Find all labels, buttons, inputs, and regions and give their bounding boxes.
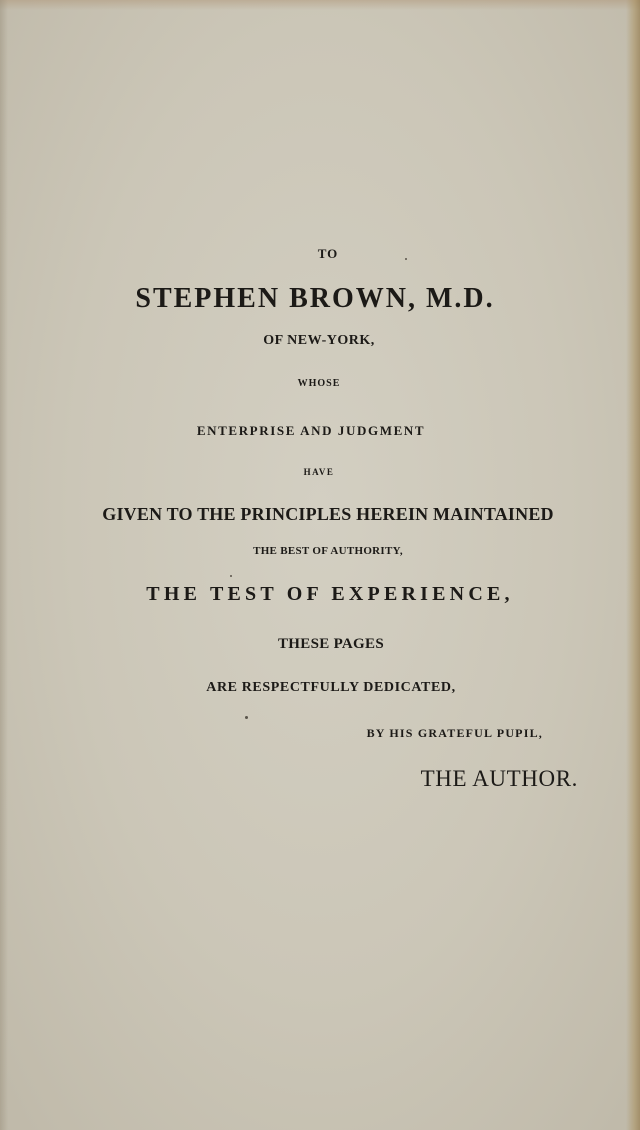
ink-speck (230, 575, 232, 577)
dedication-best-authority: THE BEST OF AUTHORITY, (253, 545, 403, 557)
dedication-given: GIVEN TO THE PRINCIPLES HEREIN MAINTAINED (102, 504, 554, 524)
dedication-enterprise: ENTERPRISE AND JUDGMENT (196, 423, 426, 438)
dedication-author: THE AUTHOR. (420, 766, 578, 791)
page-top-edge (0, 0, 640, 10)
dedication-test-experience: THE TEST OF EXPERIENCE, (146, 583, 514, 605)
dedication-to: TO (317, 246, 339, 261)
ink-speck (405, 258, 407, 260)
dedication-pupil: BY HIS GRATEFUL PUPIL, (366, 726, 543, 740)
dedication-whose: WHOSE (297, 378, 341, 389)
dedication-have: HAVE (303, 467, 335, 477)
dedication-respectfully: ARE RESPECTFULLY DEDICATED, (206, 680, 456, 695)
dedicatee-place: OF NEW-YORK, (263, 333, 375, 348)
ink-speck (245, 716, 248, 719)
page-right-edge (626, 0, 640, 1130)
dedication-these-pages: THESE PAGES (278, 636, 384, 652)
dedicatee-name: STEPHEN BROWN, M.D. (135, 283, 495, 314)
page-left-edge (0, 0, 8, 1130)
